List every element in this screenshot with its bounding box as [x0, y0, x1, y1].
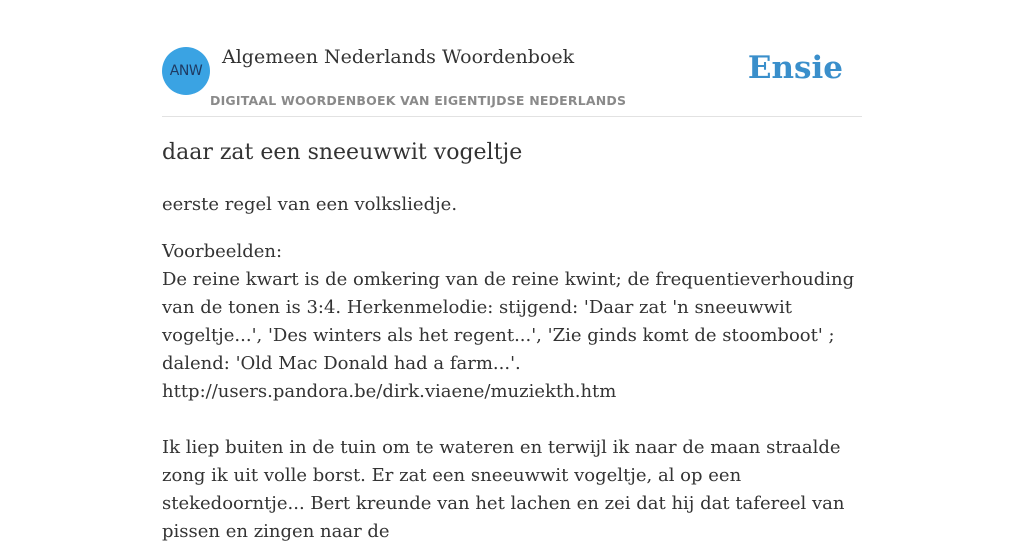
page-container: [162, 0, 862, 542]
entry-definition: eerste regel van een volksliedje.: [162, 194, 458, 215]
ensie-brand-link[interactable]: Ensie: [747, 50, 843, 86]
site-title[interactable]: Algemeen Nederlands Woordenboek: [222, 46, 575, 68]
examples-section: [162, 238, 862, 546]
site-subtitle: DIGITAAL WOORDENBOEK VAN EIGENTIJDSE NEDERLANDS: [210, 93, 627, 108]
examples-label: Voorbeelden:: [162, 241, 283, 262]
example-source: http://users.pandora.be/dirk.viaene/muziekth.htm: [162, 381, 617, 402]
site-header: [162, 0, 862, 117]
example-text: Ik liep buiten in de tuin om te wateren en terwijl ik naar de maan straalde zong ik uit volle borst. Er zat een sneeuwwit vogeltje, al op een stekedoorntje... Bert kreunde van het lachen en zei dat hij dat tafereel van pissen en zingen naar de: [162, 437, 845, 542]
entry-title: daar zat een sneeuwwit vogeltje: [162, 140, 523, 165]
example-text: De reine kwart is de omkering van de reine kwint; de frequentieverhouding van de tonen is 3:4. Herkenmelodie: stijgend: 'Daar zat 'n sneeuwwit vogeltje...', 'Des winters als het regent...', 'Zie ginds komt de stoomboot' ; dalend: 'Old Mac Donald had a farm...'.: [162, 269, 855, 374]
example-spacer: [162, 406, 862, 434]
logo-text: ANW: [169, 63, 203, 79]
anw-logo[interactable]: [162, 47, 210, 95]
